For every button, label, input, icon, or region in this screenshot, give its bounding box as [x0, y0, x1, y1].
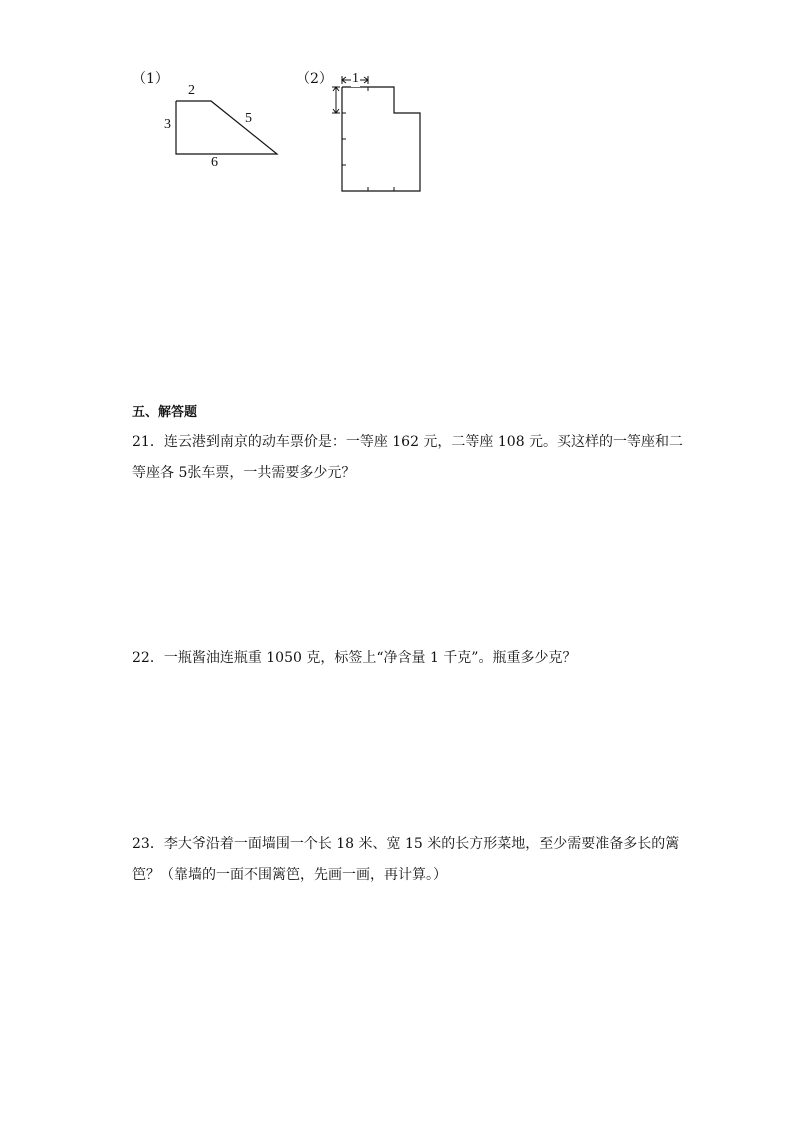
figure-1-slant-length: 5 [245, 111, 252, 126]
figure-1-label: （1） [132, 71, 169, 87]
question-21-line-1: 21．连云港到南京的动车票价是：一等座 162 元，二等座 108 元。买这样的一等座和二 [132, 434, 684, 450]
figure-2-label: （2） [296, 71, 333, 87]
figure-1-bottom-length: 6 [211, 155, 218, 170]
section-title: 五、解答题 [132, 405, 198, 420]
question-22-line-1: 22．一瓶酱油连瓶重 1050 克，标签上“净含量 1 千克”。瓶重多少克？ [132, 650, 577, 666]
question-23-line-1: 23．李大爷沿着一面墙围一个长 18 米、宽 15 米的长方形菜地，至少需要准备多长的篱 [132, 836, 680, 852]
figure-1-left-length: 3 [164, 117, 171, 132]
question-23-line-2: 笆？（靠墙的一面不围篱笆，先画一画，再计算。） [132, 867, 447, 883]
question-21-line-2: 等座各 5张车票，一共需要多少元？ [132, 465, 356, 481]
figure-2-unit-length: 1 [352, 71, 359, 86]
figure-1-top-length: 2 [188, 83, 195, 98]
